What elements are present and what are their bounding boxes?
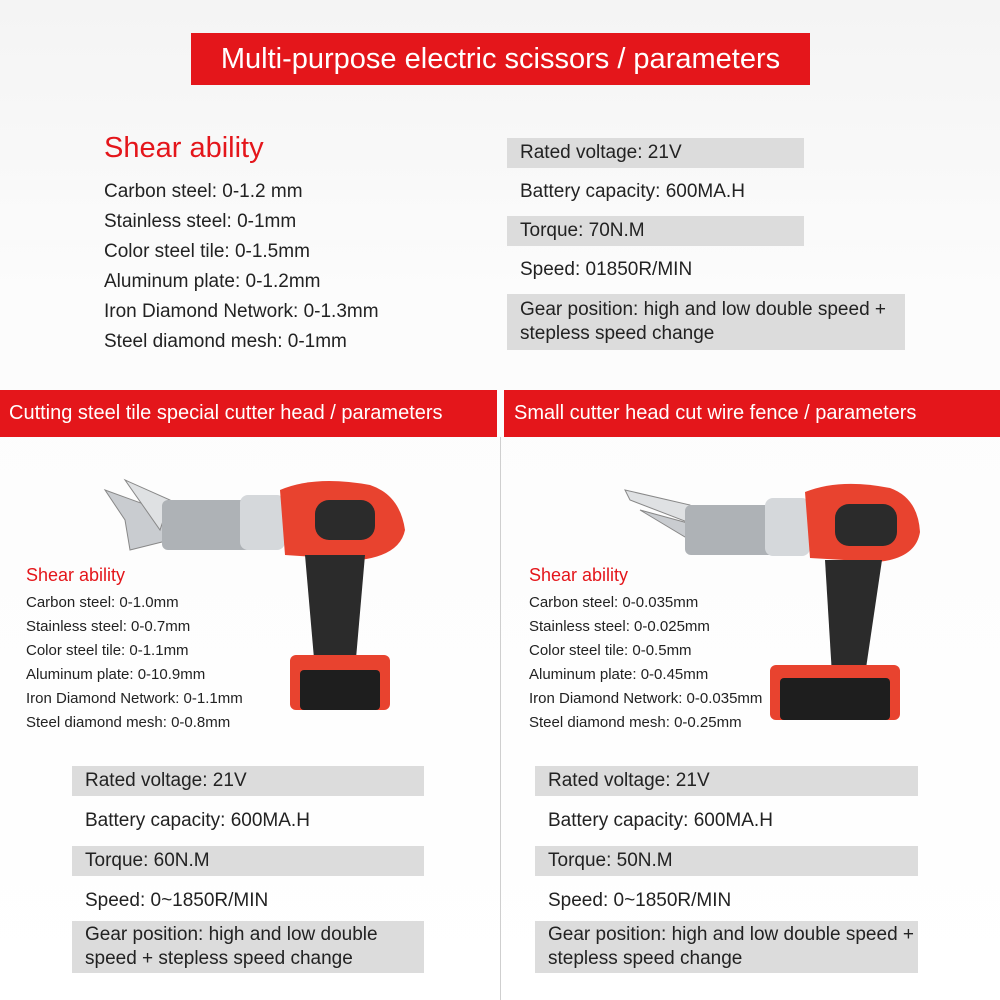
- spec-rated-voltage: Rated voltage: 21V: [535, 766, 918, 796]
- shear-item: Steel diamond mesh: 0-0.8mm: [26, 714, 231, 731]
- main-title-banner: [191, 33, 810, 85]
- right-shear-ability-list: [529, 594, 762, 738]
- right-spec-table: [535, 761, 918, 973]
- main-shear-ability-list: [104, 181, 379, 361]
- spec-speed: Speed: 01850R/MIN: [520, 259, 693, 280]
- shear-item: Carbon steel: 0-1.2 mm: [104, 181, 303, 202]
- right-shear-ability-heading: Shear ability: [529, 565, 629, 585]
- shear-item: Steel diamond mesh: 0-0.25mm: [529, 714, 742, 731]
- shear-item: Stainless steel: 0-1mm: [104, 211, 297, 232]
- shear-item: Color steel tile: 0-1.1mm: [26, 642, 189, 659]
- spec-battery-capacity: Battery capacity: 600MA.H: [85, 810, 310, 831]
- shear-item: Iron Diamond Network: 0-1.3mm: [104, 301, 379, 322]
- spec-rated-voltage: Rated voltage: 21V: [72, 766, 424, 796]
- shear-item: Iron Diamond Network: 0-1.1mm: [26, 690, 243, 707]
- left-section-title: Cutting steel tile special cutter head / parameters: [9, 402, 443, 424]
- shear-item: Carbon steel: 0-0.035mm: [529, 594, 699, 611]
- shear-item: Color steel tile: 0-1.5mm: [104, 241, 310, 262]
- spec-gear-position: Gear position: high and low double speed + stepless speed change: [507, 294, 905, 350]
- right-section-title: Small cutter head cut wire fence / parameters: [514, 402, 917, 424]
- spec-torque: Torque: 60N.M: [72, 846, 424, 876]
- spec-rated-voltage: Rated voltage: 21V: [507, 138, 804, 168]
- left-section-banner: [0, 390, 497, 437]
- spec-battery-capacity: Battery capacity: 600MA.H: [548, 810, 773, 831]
- left-shear-ability-list: [26, 594, 243, 738]
- spec-gear-position: Gear position: high and low double speed + stepless speed change: [72, 921, 424, 973]
- shear-item: Aluminum plate: 0-10.9mm: [26, 666, 206, 683]
- shear-item: Stainless steel: 0-0.025mm: [529, 618, 710, 635]
- spec-speed: Speed: 0~1850R/MIN: [548, 890, 732, 911]
- shear-item: Iron Diamond Network: 0-0.035mm: [529, 690, 763, 707]
- right-section-banner: [504, 390, 1000, 437]
- left-spec-table: [72, 761, 424, 973]
- spec-torque: Torque: 50N.M: [535, 846, 918, 876]
- section-divider: [500, 437, 501, 1000]
- spec-speed: Speed: 0~1850R/MIN: [85, 890, 269, 911]
- main-title: Multi-purpose electric scissors / parameters: [220, 42, 781, 75]
- shear-item: Aluminum plate: 0-0.45mm: [529, 666, 709, 683]
- spec-torque: Torque: 70N.M: [507, 216, 804, 246]
- main-spec-table: [507, 138, 905, 350]
- spec-gear-position: Gear position: high and low double speed + stepless speed change: [535, 921, 918, 973]
- shear-item: Color steel tile: 0-0.5mm: [529, 642, 692, 659]
- main-shear-ability-heading: Shear ability: [104, 132, 264, 164]
- spec-battery-capacity: Battery capacity: 600MA.H: [520, 181, 745, 202]
- left-shear-ability-heading: Shear ability: [26, 565, 126, 585]
- shear-item: Steel diamond mesh: 0-1mm: [104, 331, 347, 352]
- shear-item: Aluminum plate: 0-1.2mm: [104, 271, 321, 292]
- shear-item: Carbon steel: 0-1.0mm: [26, 594, 179, 611]
- shear-item: Stainless steel: 0-0.7mm: [26, 618, 191, 635]
